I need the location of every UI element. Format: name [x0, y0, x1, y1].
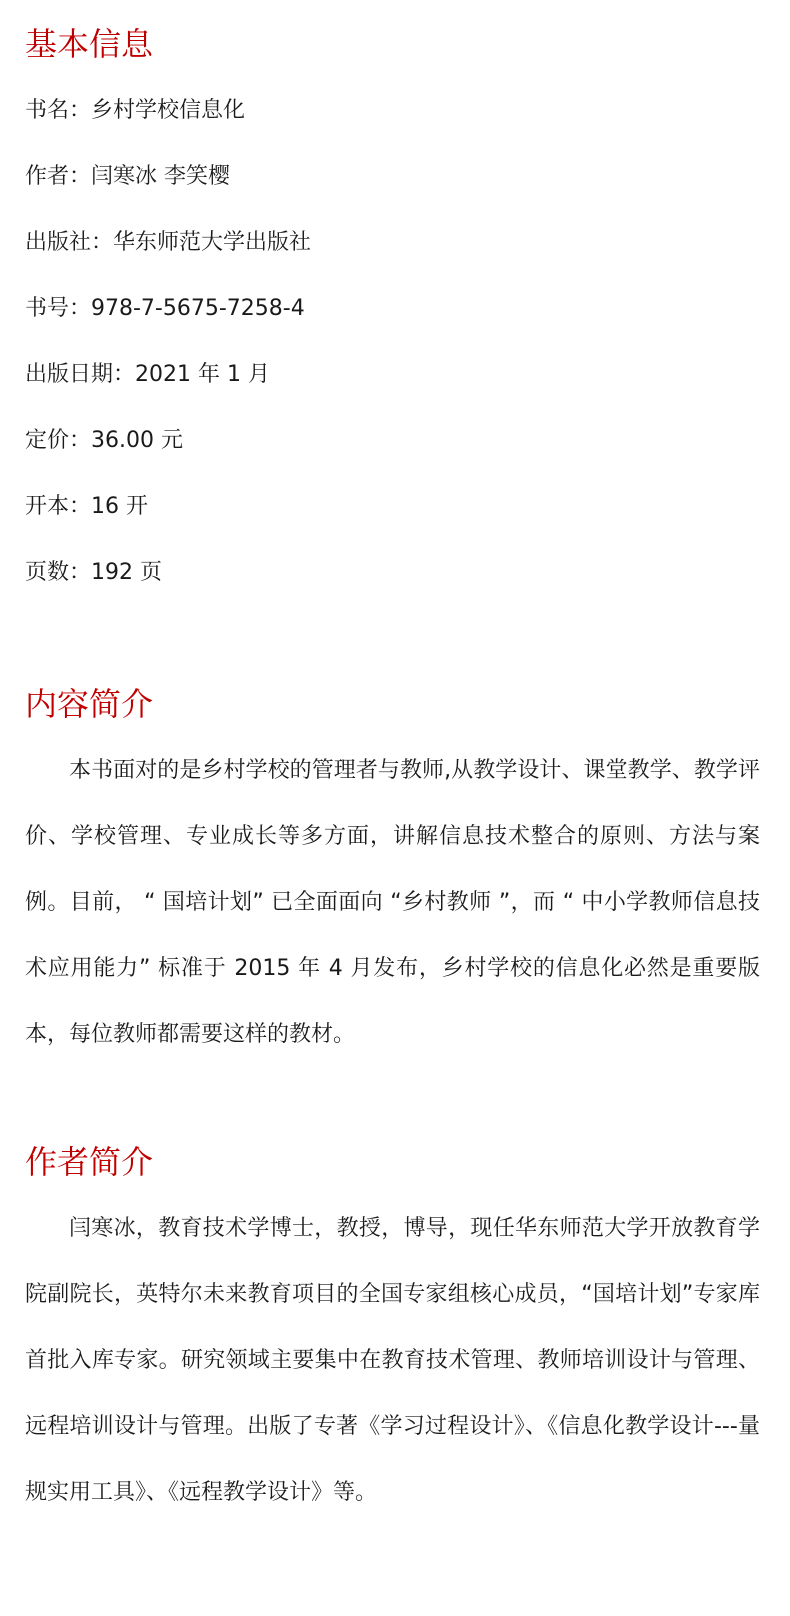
info-row-title: 书名：乡村学校信息化: [25, 98, 246, 123]
info-row-isbn: 书号：978-7-5675-7258-4: [25, 296, 305, 321]
info-row-format: 开本：16 开: [25, 494, 148, 519]
info-row-pages: 页数：192 页: [25, 560, 162, 585]
content-intro-paragraph: 本书面对的是乡村学校的管理者与教师,从教学设计、课堂教学、教学评价、学校管理、专业成长等多方面，讲解信息技术整合的原则、方法与案例。目前， “ 国培计划” 已全面面向 “乡村教师 ”，而 “ 中小学教师信息技术应用能力” 标准于 2015 年 4 月发布，乡村学校的信息化必然是重要版本，每位教师都需要这样的教材。: [25, 758, 760, 1047]
basic-info-heading: 基本信息: [25, 25, 154, 63]
info-row-date: 出版日期：2021 年 1 月: [25, 362, 270, 387]
content-intro-heading: 内容简介: [25, 685, 154, 723]
info-row-price: 定价：36.00 元: [25, 428, 183, 453]
info-row-publisher: 出版社：华东师范大学出版社: [25, 230, 312, 255]
info-row-author: 作者：闫寒冰 李笑樱: [25, 164, 230, 189]
author-intro-heading: 作者简介: [25, 1143, 154, 1181]
author-intro-paragraph: 闫寒冰，教育技术学博士，教授，博导，现任华东师范大学开放教育学院副院长，英特尔未来教育项目的全国专家组核心成员，“国培计划”专家库首批入库专家。研究领域主要集中在教育技术管理、教师培训设计与管理、远程培训设计与管理。出版了专著《学习过程设计》、《信息化教学设计---量规实用工具》、《远程教学设计》等。: [25, 1216, 760, 1505]
